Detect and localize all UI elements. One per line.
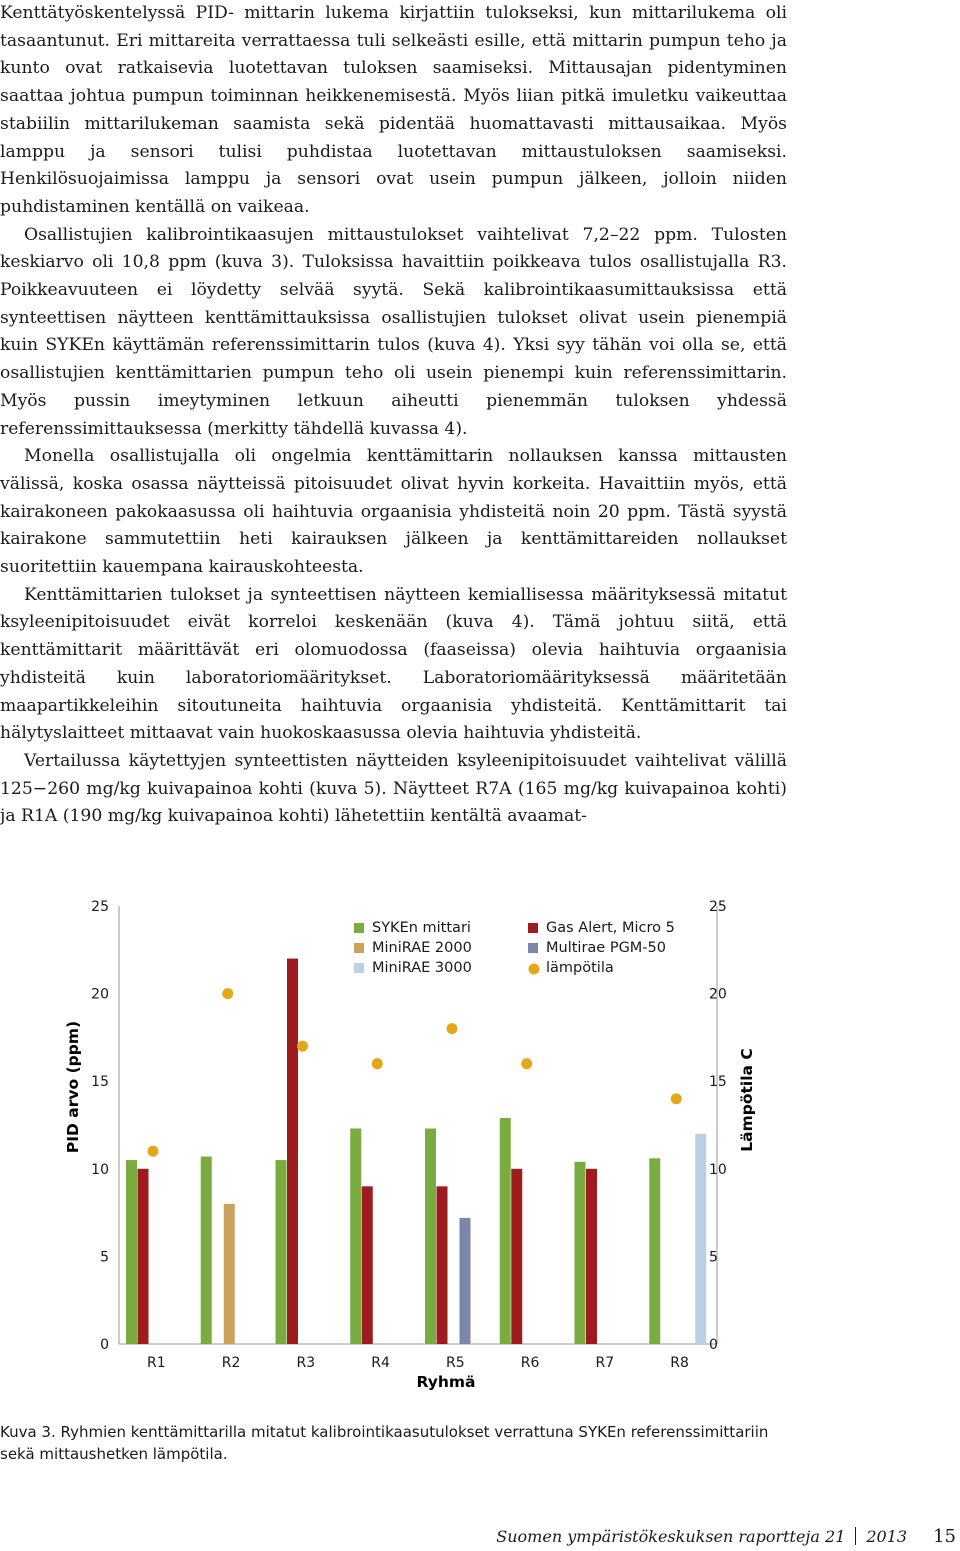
temperature-point [222, 988, 233, 999]
legend-label: Multirae PGM-50 [546, 940, 666, 956]
legend-swatch [354, 963, 364, 973]
bar-gas_alert [437, 1186, 448, 1344]
bar-syken [276, 1160, 287, 1344]
bar-syken [425, 1129, 436, 1344]
journal-year: 2013 [866, 1527, 908, 1546]
bar-syken [500, 1118, 511, 1344]
x-tick-label: R5 [446, 1355, 465, 1371]
y-tick-label: 20 [91, 986, 109, 1003]
temperature-point [671, 1093, 682, 1104]
temperature-point [372, 1058, 383, 1069]
y2-tick-label: 15 [709, 1074, 727, 1091]
y2-tick-label: 10 [709, 1161, 727, 1178]
bar-syken [201, 1157, 212, 1344]
footer-divider [855, 1527, 856, 1545]
legend-label: SYKEn mittari [372, 920, 471, 936]
x-axis-label: Ryhmä [416, 1373, 476, 1391]
y-tick-label: 25 [91, 899, 109, 915]
y2-axis-label: Lämpötila C [738, 1048, 756, 1152]
x-tick-label: R2 [221, 1355, 241, 1371]
legend-swatch [354, 923, 364, 933]
temperature-point [148, 1146, 159, 1157]
legend-swatch [354, 943, 364, 953]
paragraph: Osallistujien kalibrointikaasujen mittaustulokset vaihtelivat 7,2–22 ppm. Tulosten keskiarvo oli 10,8 ppm (kuva 3). Tuloksissa havaittiin poikkeava tulos osallistujalla R3. Poikkeavuuteen ei löydetty selvää syytä. Sekä kalibrointikaasumittauksissa että synteettisen näytteen kenttämittauksissa osallistujien tulokset olivat usein pienempiä kuin SYKEn käyttämän referenssimittarin tulos (kuva 4). Yksi syy tähän voi olla se, että osallistujien kenttämittarien pumpun teho oli usein pienempi kuin referenssimittarin. Myös pussin imeytyminen letkuun aiheutti pienemmän tuloksen yhdessä referenssimittauksessa (merkitty tähdellä kuvassa 4). [0, 224, 787, 439]
legend-swatch [528, 943, 538, 953]
legend-label: MiniRAE 3000 [372, 960, 472, 976]
paragraph: Vertailussa käytettyjen synteettisten näytteiden ksyleenipitoisuudet vaihtelivat välillä 125−260 mg/kg kuivapainoa kohti (kuva 5). Näytteet R7A (165 mg/kg kuivapainoa kohti) ja R1A (190 mg/kg kuivapainoa kohti) lähetettiin kentältä avaamat- [0, 750, 787, 827]
x-tick-label: R1 [147, 1355, 166, 1371]
temperature-point [447, 1023, 458, 1034]
temperature-point [521, 1058, 532, 1069]
bar-gas_alert [287, 959, 298, 1344]
x-tick-label: R6 [520, 1355, 540, 1371]
bar-syken [575, 1162, 586, 1344]
figure-caption: Kuva 3. Ryhmien kenttämittarilla mitatut kalibrointikaasutulokset verrattuna SYKEn referenssimittariin sekä mittaushetken lämpötila. [0, 1423, 769, 1463]
page-footer [496, 1526, 956, 1547]
paragraph: Monella osallistujalla oli ongelmia kenttämittarin nollauksen kanssa mittausten välissä, koska osassa näytteissä pitoisuudet olivat hyvin korkeita. Havaittiin myös, että kairakoneen pakokaasussa oli haihtuvia orgaanisia yhdisteitä noin 20 ppm. Tästä syystä kairakone sammutettiin heti kairauksen jälkeen ja kenttämittareiden nollaukset suoritettiin kauempana kairauskohteesta. [0, 446, 787, 578]
bar-gas_alert [138, 1169, 149, 1344]
y-tick-label: 15 [91, 1074, 109, 1091]
y2-tick-label: 20 [709, 986, 727, 1003]
bar-gas_alert [511, 1169, 522, 1344]
legend-marker [529, 964, 540, 975]
y-tick-label: 0 [100, 1337, 109, 1353]
bar-gas_alert [362, 1186, 373, 1344]
bar-minirae2000 [224, 1204, 235, 1344]
bar-minirae3000 [695, 1134, 706, 1344]
legend-label: Gas Alert, Micro 5 [546, 920, 675, 936]
chart-legend [354, 920, 675, 976]
x-tick-label: R7 [595, 1355, 615, 1371]
y2-tick-label: 0 [709, 1337, 718, 1353]
y-tick-label: 10 [91, 1161, 109, 1178]
x-tick-label: R8 [670, 1355, 689, 1371]
legend-label: lämpötila [546, 960, 614, 976]
y-axis-label: PID arvo (ppm) [64, 1020, 82, 1154]
paragraph: Kenttämittarien tulokset ja synteettisen näytteen kemiallisessa määrityksessä mitatut ksyleenipitoisuudet eivät korreloi keskenään (kuva 4). Tämä johtuu siitä, että kenttämittarit määrittävät eri olomuodossa (faaseissa) olevia haihtuvia orgaanisia yhdisteitä kuin laboratoriomääritykset. Laboratoriomäärityksessä määritetään maapartikkeleihin sitoutuneita haihtuvia orgaanisia yhdisteitä. Kenttämittarit tai hälytyslaitteet mittaavat vain huokoskaasussa olevia haihtuvia yhdisteitä. [0, 584, 787, 744]
x-tick-label: R4 [371, 1355, 390, 1371]
bar-syken [649, 1158, 660, 1344]
body-text [0, 0, 787, 831]
bar-syken [126, 1160, 137, 1344]
temperature-points [148, 988, 682, 1157]
temperature-point [297, 1041, 308, 1052]
y-tick-label: 5 [100, 1249, 109, 1266]
paragraph: Kenttätyöskentelyssä PID- mittarin lukema kirjattiin tulokseksi, kun mittarilukema oli tasaantunut. Eri mittareita verrattaessa tuli selkeästi esille, että mittarin pumpun teho ja kunto ovat ratkaisevia luotettavan tuloksen saamiseksi. Mittausajan pidentyminen saattaa johtua pumpun toiminnan heikkenemisestä. Myös liian pitkä imuletku vaikeuttaa stabiilin mittarilukeman saamista sekä pidentää huomattavasti mittausaikaa. Myös lamppu ja sensori tulisi puhdistaa luotettavan mittaustuloksen saamiseksi. Henkilösuojaimissa lamppu ja sensori ovat usein pumpun jälkeen, jolloin niiden puhdistaminen kentällä on vaikeaa. [0, 3, 787, 217]
bar-syken [350, 1129, 361, 1344]
journal-name: Suomen ympäristökeskuksen raportteja 21 [496, 1527, 846, 1546]
bar-gas_alert [586, 1169, 597, 1344]
y2-tick-label: 5 [709, 1249, 718, 1266]
x-tick-label: R3 [296, 1355, 316, 1371]
y2-tick-label: 25 [709, 899, 727, 915]
bar-multirae [460, 1218, 471, 1344]
legend-swatch [528, 923, 538, 933]
chart-bars [126, 959, 706, 1344]
pid-bar-chart [0, 880, 800, 1400]
legend-label: MiniRAE 2000 [372, 940, 472, 956]
page-number: 15 [933, 1526, 956, 1547]
